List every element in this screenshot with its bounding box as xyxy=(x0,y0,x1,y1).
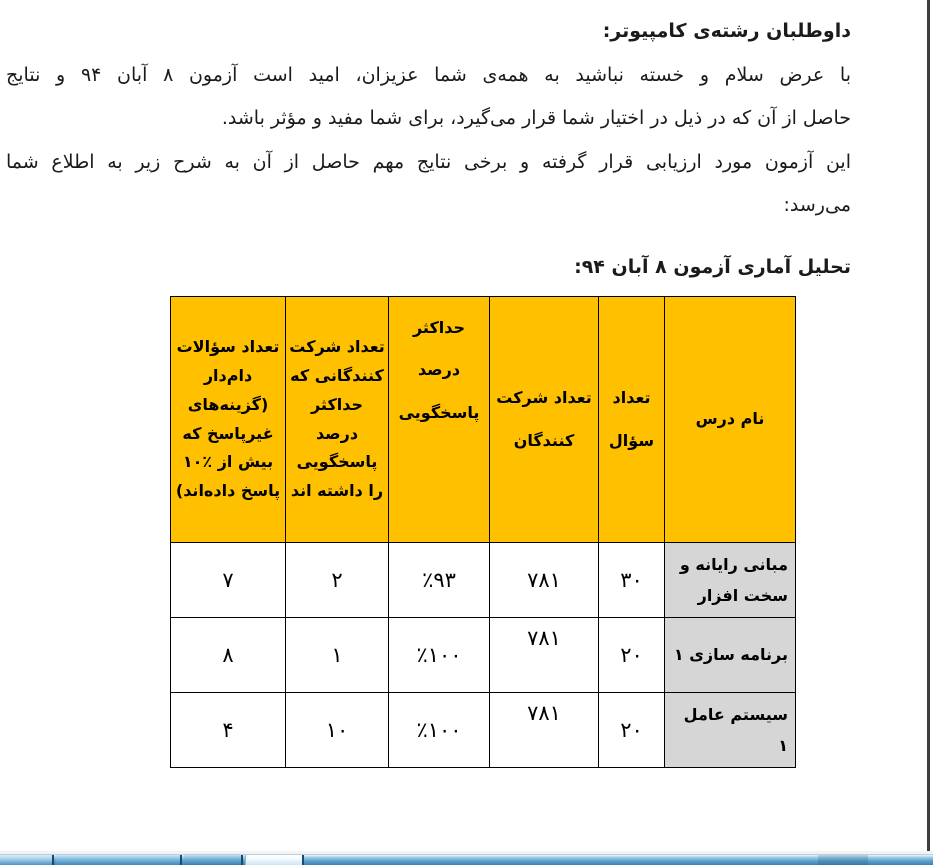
value-cell: ۲۰ xyxy=(599,693,665,768)
table-title: تحلیل آماری آزمون ۸ آبان ۹۴: xyxy=(574,256,851,278)
intro-line: این آزمون مورد ارزیابی قرار گرفته و برخی نتایج مهم حاصل از آن به شرح زیر به اطلاع شما xyxy=(6,150,851,173)
intro-lines xyxy=(6,54,851,228)
value-cell: ۳۰ xyxy=(599,543,665,618)
course-cell: سیستم عامل ۱ xyxy=(665,693,796,768)
value-cell: ۷۸۱ xyxy=(490,618,599,693)
table-row xyxy=(171,618,796,693)
intro-line: حاصل از آن که در ذیل در اختیار شما قرار می‌گیرد، برای شما مفید و مؤثر باشد. xyxy=(221,107,851,129)
value-cell: ۱ xyxy=(286,618,389,693)
value-cell: ۱۰ xyxy=(286,693,389,768)
header-cell: تعداد سؤالات دام‌دار (گزینه‌های غیرپاسخ که بیش از ٪۱۰ پاسخ داده‌اند) xyxy=(171,297,286,543)
header-cell: نام درس xyxy=(665,297,796,543)
taskbar-button[interactable] xyxy=(0,855,54,865)
header-cell: تعداد سؤال xyxy=(599,297,665,543)
course-cell: برنامه سازی ۱ xyxy=(665,618,796,693)
intro-line: می‌رسد: xyxy=(783,194,851,216)
value-cell: ۸ xyxy=(171,618,286,693)
value-cell: ۷۸۱ xyxy=(490,693,599,768)
value-cell: ۲۰ xyxy=(599,618,665,693)
stats-table xyxy=(170,296,796,768)
taskbar-indicator xyxy=(818,855,868,865)
course-cell: مبانی رایانه و سخت افزار xyxy=(665,543,796,618)
table-row xyxy=(171,543,796,618)
intro-line: با عرض سلام و خسته نباشید به همه‌ی شما عزیزان، امید است آزمون ۸ آبان ۹۴ و نتایج xyxy=(6,63,852,86)
table-header-row xyxy=(171,297,796,543)
taskbar-button-active[interactable] xyxy=(245,855,304,865)
header-cell: حداکثر درصد پاسخگویی xyxy=(389,297,490,543)
value-cell: ۴ xyxy=(171,693,286,768)
value-cell: ٪۱۰۰ xyxy=(389,618,490,693)
value-cell: ۷۸۱ xyxy=(490,543,599,618)
value-cell: ۲ xyxy=(286,543,389,618)
header-cell: تعداد شرکت کنندگان xyxy=(490,297,599,543)
table-body xyxy=(171,543,796,768)
taskbar[interactable] xyxy=(0,854,933,865)
value-cell: ٪۱۰۰ xyxy=(389,693,490,768)
taskbar-button[interactable] xyxy=(56,855,182,865)
intro-heading: داوطلبان رشته‌ی کامپیوتر: xyxy=(602,20,851,42)
value-cell: ٪۹۳ xyxy=(389,543,490,618)
table-row xyxy=(171,693,796,768)
value-cell: ۷ xyxy=(171,543,286,618)
intro-text xyxy=(6,10,851,228)
taskbar-button[interactable] xyxy=(184,855,243,865)
header-cell: تعداد شرکت کنندگانی که حداکثر درصد پاسخگویی را داشته اند xyxy=(286,297,389,543)
window-right-border xyxy=(927,0,930,851)
